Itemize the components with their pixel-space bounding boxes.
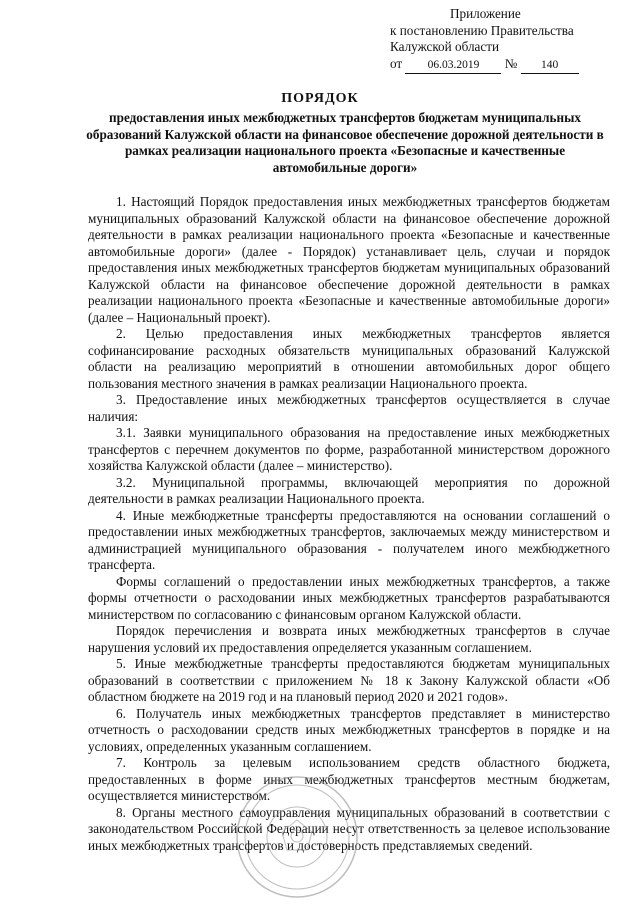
paragraph-4-forms: Формы соглашений о предоставлении иных межбюджетных трансфертов, а также формы отчетности о расходовании иных межбюджетных трансфертов разрабатываются министерством по согласованию с финансовым органом Калужской области. bbox=[88, 573, 610, 622]
appendix-line2: к постановлению Правительства bbox=[390, 22, 574, 38]
appendix-title: Приложение bbox=[450, 6, 521, 21]
paragraph-8: 8. Органы местного самоуправления муниципальных образований в соответствии с законодательством Российской Федерации несут ответственность за целевое использование иных межбюджетных трансфертов и достоверность представляемых сведений. bbox=[88, 804, 610, 853]
paragraph-7: 7. Контроль за целевым использованием средств областного бюджета, предоставленных в форме иных межбюджетных трансфертов местным бюджетам, осуществляется министерством. bbox=[88, 755, 610, 803]
paragraph-4: 4. Иные межбюджетные трансферты предоставляются на основании соглашений о предоставлении иных межбюджетных трансфертов, заключаемых между министерством и администрацией муниципального образования - получателем иного межбюджетного трансферта. bbox=[88, 507, 610, 572]
document-subtitle: предоставления иных межбюджетных трансфертов бюджетам муниципальных образований Калужской области на финансовое обеспечение дорожной деятельности в рамках реализации национального проекта «Безопасные и качественные автомобильные дороги» bbox=[86, 110, 604, 175]
paragraph-6: 6. Получатель иных межбюджетных трансфертов представляет в министерство отчетность о расходовании средств иных межбюджетных трансфертов в порядке и на условиях, определенных указанным соглашением. bbox=[88, 705, 610, 754]
appendix-date-line bbox=[390, 56, 620, 75]
paragraph-5: 5. Иные межбюджетные трансферты предоставляются бюджетам муниципальных образований в соответствии с приложением № 18 к Закону Калужской области «Об областном бюджете на 2019 год и на плановый период 2020 и 2021 годов». bbox=[88, 656, 610, 704]
paragraph-2: 2. Целью предоставления иных межбюджетных трансфертов является софинансирование расходных обязательств муниципальных образований Калужской области на реализацию мероприятий в отношении автомобильных дорог общего пользования местного значения в рамках реализации Национального проекта. bbox=[88, 326, 610, 391]
official-seal-icon bbox=[232, 772, 362, 902]
decree-date: 06.03.2019 bbox=[405, 57, 501, 75]
paragraph-4-procedure: Порядок перечисления и возврата иных межбюджетных трансфертов в случае нарушения условий их предоставления определяется указанным соглашением. bbox=[88, 623, 610, 655]
paragraph-3: 3. Предоставление иных межбюджетных трансфертов осуществляется в случае наличия: bbox=[88, 392, 610, 424]
decree-number: 140 bbox=[521, 57, 579, 75]
document-title: ПОРЯДОК bbox=[281, 91, 359, 106]
document-body bbox=[88, 194, 610, 854]
appendix-line3: Калужской области bbox=[390, 39, 500, 54]
number-prefix: № bbox=[504, 55, 518, 71]
date-prefix: от bbox=[390, 55, 403, 71]
paragraph-3-2: 3.2. Муниципальной программы, включающей мероприятия по дорожной деятельности в рамках реализации Национального проекта. bbox=[88, 474, 610, 506]
paragraph-1: 1. Настоящий Порядок предоставления иных межбюджетных трансфертов бюджетам муниципальных образований Калужской области на финансовое обеспечение дорожной деятельности в рамках реализации национального проекта «Безопасные и качественные автомобильные дороги» (далее - Порядок) устанавливает цель, случаи и порядок предоставления иных межбюджетных трансфертов бюджетам муниципальных образований Калужской области на финансовое обеспечение дорожной деятельности в рамках реализации национального проекта «Безопасные и качественные автомобильные дороги» (далее – Национальный проект). bbox=[88, 194, 610, 325]
paragraph-3-1: 3.1. Заявки муниципального образования на предоставление иных межбюджетных трансфертов с перечнем документов по форме, разработанной министерством дорожного хозяйства Калужской области (далее – министерство). bbox=[88, 425, 610, 473]
appendix-header bbox=[390, 6, 620, 74]
